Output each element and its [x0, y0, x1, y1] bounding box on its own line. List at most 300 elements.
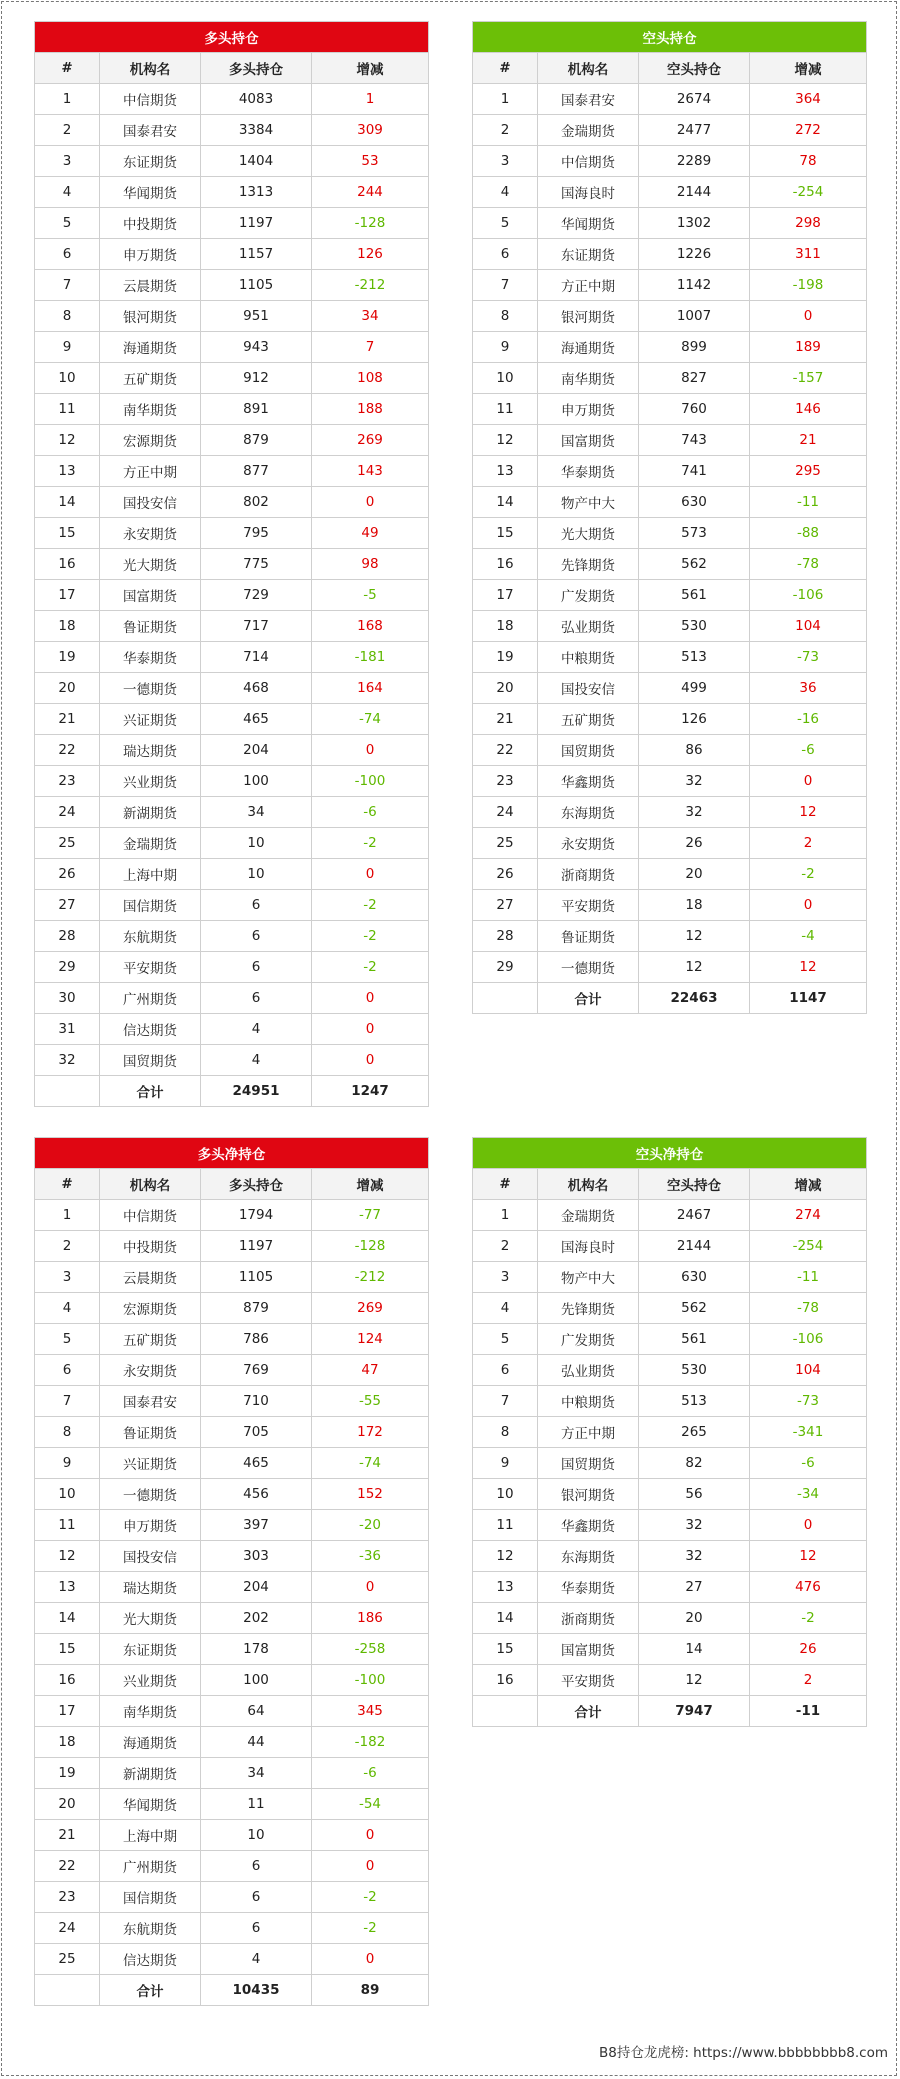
- change-cell: -212: [312, 270, 429, 301]
- rank-cell: 11: [473, 394, 538, 425]
- change-cell: 2: [750, 828, 867, 859]
- change-cell: 345: [312, 1696, 429, 1727]
- position-cell: 877: [201, 456, 312, 487]
- table-row: [35, 363, 429, 394]
- table-row: [35, 983, 429, 1014]
- position-cell: 743: [639, 425, 750, 456]
- table-row: [35, 673, 429, 704]
- rank-cell: 15: [35, 1634, 100, 1665]
- table-row: [35, 1820, 429, 1851]
- change-cell: 2: [750, 1665, 867, 1696]
- table-row: [35, 1324, 429, 1355]
- table-row: [35, 1603, 429, 1634]
- table-title: 多头净持仓: [35, 1138, 429, 1169]
- change-cell: -54: [312, 1789, 429, 1820]
- broker-name-cell: 宏源期货: [100, 1293, 201, 1324]
- table-row: [35, 1200, 429, 1231]
- rank-cell: 11: [35, 394, 100, 425]
- rank-cell: 12: [473, 1541, 538, 1572]
- table-row: [35, 642, 429, 673]
- position-cell: 802: [201, 487, 312, 518]
- position-cell: 795: [201, 518, 312, 549]
- broker-name-cell: 云晨期货: [100, 1262, 201, 1293]
- position-cell: 1794: [201, 1200, 312, 1231]
- broker-name-cell: 广州期货: [100, 1851, 201, 1882]
- change-cell: -4: [750, 921, 867, 952]
- change-cell: -88: [750, 518, 867, 549]
- broker-name-cell: 物产中大: [538, 1262, 639, 1293]
- table-row: [35, 270, 429, 301]
- column-header: 机构名: [100, 1169, 201, 1200]
- rank-cell: 4: [35, 1293, 100, 1324]
- change-cell: -128: [312, 208, 429, 239]
- change-cell: -2: [312, 1882, 429, 1913]
- position-cell: 2144: [639, 1231, 750, 1262]
- broker-name-cell: 五矿期货: [100, 363, 201, 394]
- column-header: 增减: [750, 1169, 867, 1200]
- table-row: [473, 1572, 867, 1603]
- table-row: [35, 1448, 429, 1479]
- broker-name-cell: 新湖期货: [100, 797, 201, 828]
- change-cell: -78: [750, 549, 867, 580]
- column-header: 多头持仓: [201, 1169, 312, 1200]
- table-row: [35, 115, 429, 146]
- change-cell: 124: [312, 1324, 429, 1355]
- broker-name-cell: 申万期货: [538, 394, 639, 425]
- change-cell: 47: [312, 1355, 429, 1386]
- change-cell: 168: [312, 611, 429, 642]
- broker-name-cell: 瑞达期货: [100, 1572, 201, 1603]
- rank-cell: 6: [473, 239, 538, 270]
- table-row: [473, 1355, 867, 1386]
- table-row: [35, 1541, 429, 1572]
- rank-cell: 14: [473, 487, 538, 518]
- position-cell: 1197: [201, 208, 312, 239]
- table-row: [473, 797, 867, 828]
- table-row: [473, 425, 867, 456]
- table-row: [35, 1510, 429, 1541]
- table-row: [473, 704, 867, 735]
- broker-name-cell: 物产中大: [538, 487, 639, 518]
- position-cell: 714: [201, 642, 312, 673]
- broker-name-cell: 中粮期货: [538, 642, 639, 673]
- table-row: [35, 487, 429, 518]
- position-cell: 1007: [639, 301, 750, 332]
- broker-name-cell: 华闻期货: [538, 208, 639, 239]
- broker-name-cell: 东航期货: [100, 1913, 201, 1944]
- table-row: [35, 332, 429, 363]
- broker-name-cell: 方正中期: [100, 456, 201, 487]
- rank-cell: 24: [35, 797, 100, 828]
- position-cell: 465: [201, 704, 312, 735]
- rank-cell: 5: [473, 1324, 538, 1355]
- broker-name-cell: 国信期货: [100, 890, 201, 921]
- position-cell: 2467: [639, 1200, 750, 1231]
- change-cell: 53: [312, 146, 429, 177]
- position-cell: 32: [639, 766, 750, 797]
- table-row: [35, 1727, 429, 1758]
- rank-cell: 15: [473, 518, 538, 549]
- table-title: 多头持仓: [35, 22, 429, 53]
- table-row: [35, 611, 429, 642]
- rank-cell: 5: [35, 208, 100, 239]
- rank-cell: 20: [473, 673, 538, 704]
- position-cell: 20: [639, 859, 750, 890]
- change-cell: -258: [312, 1634, 429, 1665]
- position-cell: 100: [201, 766, 312, 797]
- rank-cell: 7: [35, 270, 100, 301]
- broker-name-cell: 兴证期货: [100, 704, 201, 735]
- broker-name-cell: 金瑞期货: [100, 828, 201, 859]
- column-header: 机构名: [100, 53, 201, 84]
- broker-name-cell: 华泰期货: [538, 1572, 639, 1603]
- broker-name-cell: 弘业期货: [538, 611, 639, 642]
- table-row: [473, 84, 867, 115]
- broker-name-cell: 国富期货: [100, 580, 201, 611]
- position-cell: 1313: [201, 177, 312, 208]
- rank-cell: 23: [35, 766, 100, 797]
- change-cell: 0: [312, 983, 429, 1014]
- change-cell: 1: [312, 84, 429, 115]
- change-cell: -73: [750, 1386, 867, 1417]
- table-row: [473, 363, 867, 394]
- table-row: [473, 115, 867, 146]
- rank-cell: 10: [473, 363, 538, 394]
- broker-name-cell: 宏源期货: [100, 425, 201, 456]
- position-cell: 14: [639, 1634, 750, 1665]
- rank-cell: 19: [35, 1758, 100, 1789]
- table-row: [35, 859, 429, 890]
- rank-cell: 4: [473, 177, 538, 208]
- broker-name-cell: 新湖期货: [100, 1758, 201, 1789]
- rank-cell: 1: [35, 1200, 100, 1231]
- change-cell: -2: [312, 828, 429, 859]
- position-cell: 717: [201, 611, 312, 642]
- rank-cell: 12: [35, 1541, 100, 1572]
- broker-name-cell: 国富期货: [538, 1634, 639, 1665]
- change-cell: -100: [312, 766, 429, 797]
- change-cell: -254: [750, 177, 867, 208]
- broker-name-cell: 中信期货: [100, 84, 201, 115]
- rank-cell: 24: [35, 1913, 100, 1944]
- rank-cell: 27: [35, 890, 100, 921]
- position-cell: 4: [201, 1045, 312, 1076]
- total-row: [35, 1975, 429, 2006]
- position-cell: 10: [201, 859, 312, 890]
- change-cell: -212: [312, 1262, 429, 1293]
- broker-name-cell: 中信期货: [538, 146, 639, 177]
- change-cell: 21: [750, 425, 867, 456]
- position-cell: 943: [201, 332, 312, 363]
- rank-cell: 31: [35, 1014, 100, 1045]
- rank-cell: 22: [35, 1851, 100, 1882]
- change-cell: 186: [312, 1603, 429, 1634]
- position-cell: 1197: [201, 1231, 312, 1262]
- broker-name-cell: 国富期货: [538, 425, 639, 456]
- table-row: [473, 1293, 867, 1324]
- position-cell: 126: [639, 704, 750, 735]
- change-cell: -198: [750, 270, 867, 301]
- table-row: [473, 332, 867, 363]
- table-row: [35, 425, 429, 456]
- change-cell: -2: [750, 1603, 867, 1634]
- position-cell: 1226: [639, 239, 750, 270]
- table-row: [35, 84, 429, 115]
- table-row: [35, 1355, 429, 1386]
- table-row: [35, 952, 429, 983]
- rank-cell: 15: [473, 1634, 538, 1665]
- change-cell: -2: [312, 952, 429, 983]
- table-row: [473, 1324, 867, 1355]
- column-header: #: [473, 53, 538, 84]
- position-cell: 32: [639, 1541, 750, 1572]
- position-cell: 705: [201, 1417, 312, 1448]
- broker-name-cell: 华闻期货: [100, 177, 201, 208]
- total-label-cell: 合计: [538, 983, 639, 1014]
- change-cell: 98: [312, 549, 429, 580]
- change-cell: -77: [312, 1200, 429, 1231]
- table-row: [35, 1045, 429, 1076]
- broker-name-cell: 方正中期: [538, 1417, 639, 1448]
- position-cell: 6: [201, 1882, 312, 1913]
- change-cell: 0: [312, 1045, 429, 1076]
- table-row: [473, 301, 867, 332]
- table-row: [35, 1014, 429, 1045]
- short-positions-table: [472, 21, 867, 1014]
- change-cell: 0: [312, 859, 429, 890]
- table-row: [35, 890, 429, 921]
- table-header-row: [35, 1169, 429, 1200]
- broker-name-cell: 国泰君安: [100, 115, 201, 146]
- broker-name-cell: 浙商期货: [538, 859, 639, 890]
- broker-name-cell: 先锋期货: [538, 1293, 639, 1324]
- table-row: [35, 1231, 429, 1262]
- change-cell: 0: [312, 1014, 429, 1045]
- rank-cell: 30: [35, 983, 100, 1014]
- position-cell: 202: [201, 1603, 312, 1634]
- position-cell: 12: [639, 1665, 750, 1696]
- position-cell: 20: [639, 1603, 750, 1634]
- rank-cell: 9: [473, 332, 538, 363]
- rank-cell: 1: [473, 84, 538, 115]
- position-cell: 561: [639, 580, 750, 611]
- change-cell: -106: [750, 1324, 867, 1355]
- broker-name-cell: 海通期货: [100, 1727, 201, 1758]
- column-header: #: [35, 53, 100, 84]
- position-cell: 741: [639, 456, 750, 487]
- change-cell: 78: [750, 146, 867, 177]
- table-row: [35, 1386, 429, 1417]
- rank-cell: 21: [473, 704, 538, 735]
- broker-name-cell: 东航期货: [100, 921, 201, 952]
- rank-cell: 25: [35, 828, 100, 859]
- rank-cell: 26: [35, 859, 100, 890]
- footer-credit: B8持仓龙虎榜: https://www.bbbbbbbb8.com: [598, 2045, 888, 2061]
- rank-cell: 5: [473, 208, 538, 239]
- column-header: 机构名: [538, 53, 639, 84]
- position-cell: 6: [201, 952, 312, 983]
- position-cell: 760: [639, 394, 750, 425]
- table-row: [35, 1293, 429, 1324]
- broker-name-cell: 华鑫期货: [538, 766, 639, 797]
- table-row: [473, 1510, 867, 1541]
- table-row: [35, 921, 429, 952]
- position-cell: 6: [201, 890, 312, 921]
- rank-cell: 15: [35, 518, 100, 549]
- table-row: [473, 487, 867, 518]
- table-row: [473, 1665, 867, 1696]
- rank-cell: 19: [473, 642, 538, 673]
- table-row: [35, 1696, 429, 1727]
- column-header: #: [35, 1169, 100, 1200]
- table-row: [473, 1448, 867, 1479]
- rank-cell: 10: [35, 1479, 100, 1510]
- column-header: 机构名: [538, 1169, 639, 1200]
- change-cell: 244: [312, 177, 429, 208]
- broker-name-cell: 瑞达期货: [100, 735, 201, 766]
- position-cell: 468: [201, 673, 312, 704]
- broker-name-cell: 信达期货: [100, 1944, 201, 1975]
- table-row: [473, 828, 867, 859]
- rank-cell: 1: [35, 84, 100, 115]
- broker-name-cell: 广发期货: [538, 580, 639, 611]
- broker-name-cell: 浙商期货: [538, 1603, 639, 1634]
- change-cell: -36: [312, 1541, 429, 1572]
- table-header-row: [473, 53, 867, 84]
- total-change-cell: -11: [750, 1696, 867, 1727]
- broker-name-cell: 国海良时: [538, 177, 639, 208]
- broker-name-cell: 广州期货: [100, 983, 201, 1014]
- position-cell: 827: [639, 363, 750, 394]
- change-cell: -16: [750, 704, 867, 735]
- rank-cell: 7: [473, 1386, 538, 1417]
- long-positions-table: [34, 21, 429, 1107]
- rank-cell: 14: [35, 487, 100, 518]
- table-row: [473, 890, 867, 921]
- table-header-row: [473, 1169, 867, 1200]
- position-cell: 630: [639, 1262, 750, 1293]
- table-row: [35, 208, 429, 239]
- table-row: [473, 1541, 867, 1572]
- position-cell: 4083: [201, 84, 312, 115]
- rank-cell: 28: [35, 921, 100, 952]
- table-row: [35, 1572, 429, 1603]
- rank-cell: 28: [473, 921, 538, 952]
- rank-cell: 20: [35, 673, 100, 704]
- change-cell: 152: [312, 1479, 429, 1510]
- change-cell: -2: [312, 921, 429, 952]
- position-cell: 2674: [639, 84, 750, 115]
- broker-name-cell: 国投安信: [538, 673, 639, 704]
- broker-name-cell: 国泰君安: [100, 1386, 201, 1417]
- table-title: 空头净持仓: [473, 1138, 867, 1169]
- change-cell: -181: [312, 642, 429, 673]
- position-cell: 3384: [201, 115, 312, 146]
- rank-cell: 2: [473, 1231, 538, 1262]
- table-row: [473, 394, 867, 425]
- broker-name-cell: 中信期货: [100, 1200, 201, 1231]
- table-row: [473, 1417, 867, 1448]
- rank-cell: 2: [35, 1231, 100, 1262]
- broker-name-cell: 中投期货: [100, 1231, 201, 1262]
- broker-name-cell: 东海期货: [538, 797, 639, 828]
- change-cell: 26: [750, 1634, 867, 1665]
- rank-cell: 1: [473, 1200, 538, 1231]
- column-header: 多头持仓: [201, 53, 312, 84]
- change-cell: 298: [750, 208, 867, 239]
- broker-name-cell: 东证期货: [100, 146, 201, 177]
- table-header-row: [35, 53, 429, 84]
- table-row: [35, 1789, 429, 1820]
- table-row: [35, 301, 429, 332]
- position-cell: 769: [201, 1355, 312, 1386]
- rank-cell: 24: [473, 797, 538, 828]
- position-cell: 729: [201, 580, 312, 611]
- position-cell: 2144: [639, 177, 750, 208]
- change-cell: 311: [750, 239, 867, 270]
- position-cell: 6: [201, 921, 312, 952]
- broker-name-cell: 华闻期货: [100, 1789, 201, 1820]
- table-row: [35, 580, 429, 611]
- change-cell: -5: [312, 580, 429, 611]
- rank-cell: 10: [473, 1479, 538, 1510]
- total-change-cell: 1247: [312, 1076, 429, 1107]
- position-cell: 1302: [639, 208, 750, 239]
- table-title: 空头持仓: [473, 22, 867, 53]
- rank-cell: 14: [35, 1603, 100, 1634]
- position-cell: 178: [201, 1634, 312, 1665]
- position-cell: 6: [201, 983, 312, 1014]
- change-cell: 108: [312, 363, 429, 394]
- net-long-positions-table: [34, 1137, 429, 2006]
- table-row: [473, 1386, 867, 1417]
- rank-cell: 20: [35, 1789, 100, 1820]
- change-cell: -2: [312, 890, 429, 921]
- position-cell: 34: [201, 1758, 312, 1789]
- rank-cell: 11: [35, 1510, 100, 1541]
- column-header: 空头持仓: [639, 53, 750, 84]
- rank-cell: 21: [35, 704, 100, 735]
- table-row: [35, 177, 429, 208]
- broker-name-cell: 国贸期货: [538, 735, 639, 766]
- rank-cell: 9: [35, 1448, 100, 1479]
- table-row: [35, 146, 429, 177]
- total-blank-cell: [473, 1696, 538, 1727]
- total-position-cell: 22463: [639, 983, 750, 1014]
- position-cell: 6: [201, 1851, 312, 1882]
- change-cell: 104: [750, 611, 867, 642]
- broker-name-cell: 一德期货: [100, 673, 201, 704]
- table-row: [473, 1231, 867, 1262]
- broker-name-cell: 五矿期货: [100, 1324, 201, 1355]
- broker-name-cell: 华泰期货: [100, 642, 201, 673]
- broker-name-cell: 银河期货: [100, 301, 201, 332]
- total-change-cell: 89: [312, 1975, 429, 2006]
- rank-cell: 10: [35, 363, 100, 394]
- broker-name-cell: 海通期货: [538, 332, 639, 363]
- total-blank-cell: [473, 983, 538, 1014]
- change-cell: -341: [750, 1417, 867, 1448]
- position-cell: 561: [639, 1324, 750, 1355]
- change-cell: 143: [312, 456, 429, 487]
- change-cell: 309: [312, 115, 429, 146]
- rank-cell: 6: [35, 239, 100, 270]
- change-cell: 476: [750, 1572, 867, 1603]
- table-row: [473, 611, 867, 642]
- broker-name-cell: 平安期货: [538, 1665, 639, 1696]
- position-cell: 12: [639, 921, 750, 952]
- change-cell: 0: [312, 1820, 429, 1851]
